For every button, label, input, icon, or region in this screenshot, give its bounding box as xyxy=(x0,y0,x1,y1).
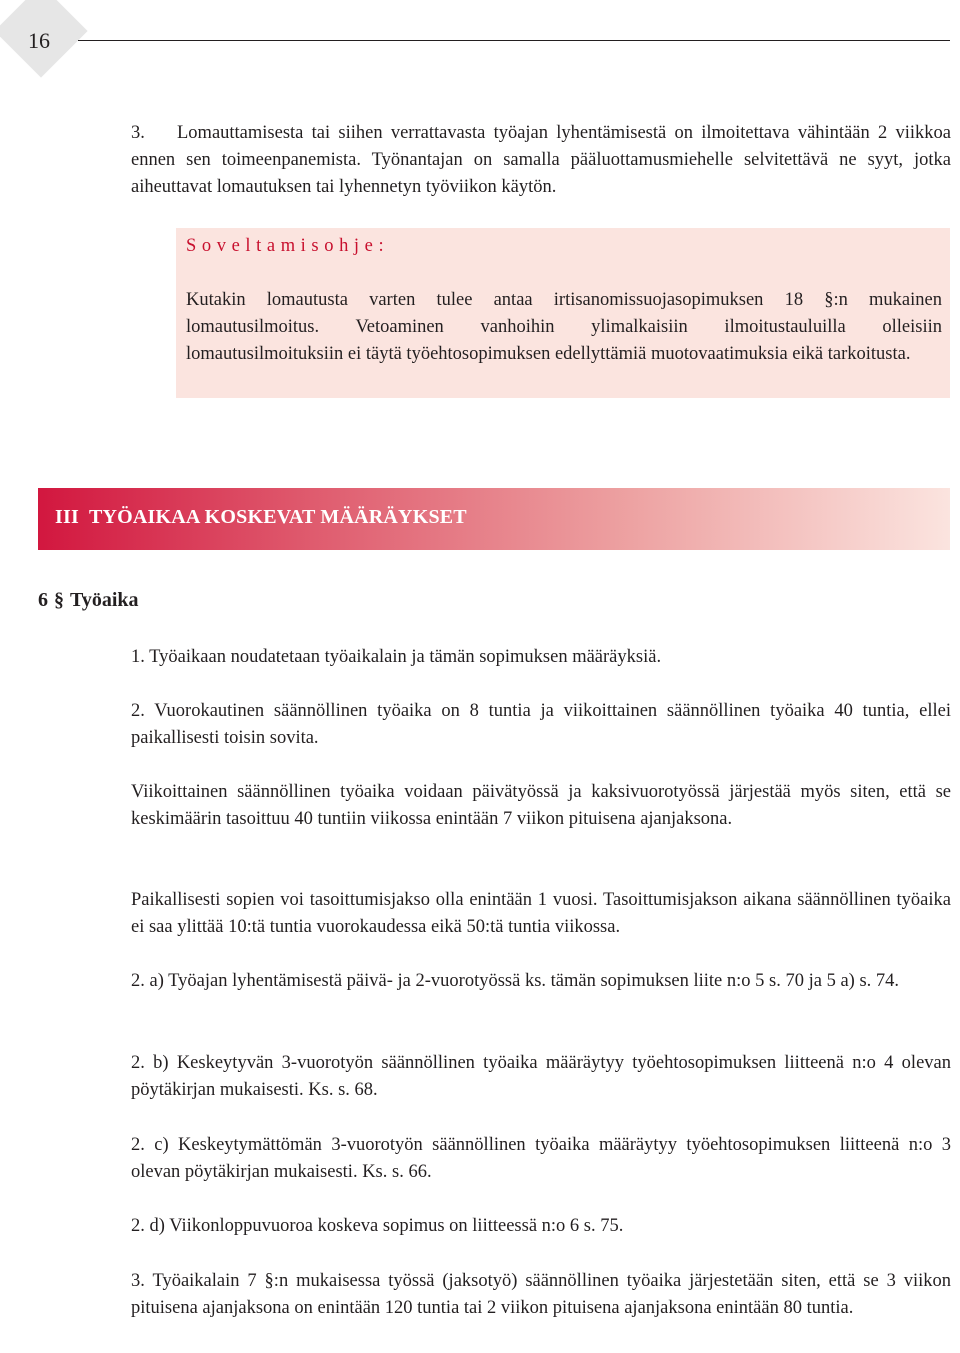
paragraph-text: 2. b) Keskeytyvän 3-vuorotyön säännöllinen työaika määräytyy työehtosopimuksen liitteenä n:o 4 olevan pöytäkirjan mukaisesti. Ks. s. 68. xyxy=(131,1053,951,1100)
paragraph-title: Työaika xyxy=(70,589,139,611)
paragraph-heading xyxy=(38,589,139,612)
paragraph-text: 1. Työaikaan noudatetaan työaikalain ja tämän sopimuksen määräyksiä. xyxy=(131,647,662,667)
paragraph-text: Paikallisesti sopien voi tasoittumisjakso olla enintään 1 vuosi. Tasoittumisjakson aikana säännöllinen työaika ei saa ylittää 10:tä tuntia vuorokaudessa eikä 50:tä tuntia viikossa. xyxy=(131,890,951,937)
item-3-number: 3. xyxy=(131,123,145,143)
paragraph-sign: § xyxy=(54,589,64,611)
section-title: TYÖAIKAA KOSKEVAT MÄÄRÄYKSET xyxy=(88,506,467,528)
application-note-body: Kutakin lomautusta varten tulee antaa irtisanomissuojasopimuksen 18 §:n mukainen lomautusilmoitus. Vetoaminen vanhoihin ylimalkaisiin ilmoitustauluilla olleisiin lomautusilmoituksiin ei täytä työehtosopimuksen edellyttämiä muotovaatimuksia eikä tarkoitusta. xyxy=(186,290,942,364)
paragraph-text: 2. c) Keskeytymättömän 3-vuorotyön säännöllinen työaika määräytyy työehtosopimuksen liitteenä n:o 3 olevan pöytäkirjan mukaisesti. Ks. s. 66. xyxy=(131,1135,951,1182)
paragraph-text: 2. Vuorokautinen säännöllinen työaika on 8 tuntia ja viikoittainen säännöllinen työaika 40 tuntia, ellei paikallisesti toisin sovita. xyxy=(131,701,951,748)
paragraph-text: 2. d) Viikonloppuvuoroa koskeva sopimus on liitteessä n:o 6 s. 75. xyxy=(131,1216,624,1236)
application-note-title: Soveltamisohje: xyxy=(186,236,390,256)
item-3 xyxy=(131,120,951,201)
paragraph-text: 2. a) Työajan lyhentämisestä päivä- ja 2-vuorotyössä ks. tämän sopimuksen liite n:o 5 s. 70 ja 5 a) s. 74. xyxy=(131,971,900,991)
section-heading xyxy=(55,506,467,529)
paragraph-text: Viikoittainen säännöllinen työaika voidaan päivätyössä ja kaksivuorotyössä järjestää myös siten, että se keskimäärin tasoittuu 40 tuntiin viikossa enintään 7 viikon pituisena ajanjaksona. xyxy=(131,782,951,829)
page-number: 16 xyxy=(28,28,50,53)
section-roman-numeral: III xyxy=(55,506,79,528)
paragraph-number: 6 xyxy=(38,589,48,611)
header-rule xyxy=(78,40,950,41)
item-3-text: Lomauttamisesta tai siihen verrattavasta työajan lyhentämisestä on ilmoitettava vähintään 2 viikkoa ennen sen toimeenpanemista. Työnantajan on samalla pääluottamusmiehelle selvitettävä ne syyt, jotka aiheuttavat lomautuksen tai lyhennetyn työviikon käytön. xyxy=(131,123,951,197)
paragraph-text: 3. Työaikalain 7 §:n mukaisessa työssä (jaksotyö) säännöllinen työaika järjestetään siten, että se 3 viikon pituisena ajanjaksona on enintään 120 tuntia tai 2 viikon pituisena ajanjaksona enintään 80 tuntia. xyxy=(131,1271,951,1318)
